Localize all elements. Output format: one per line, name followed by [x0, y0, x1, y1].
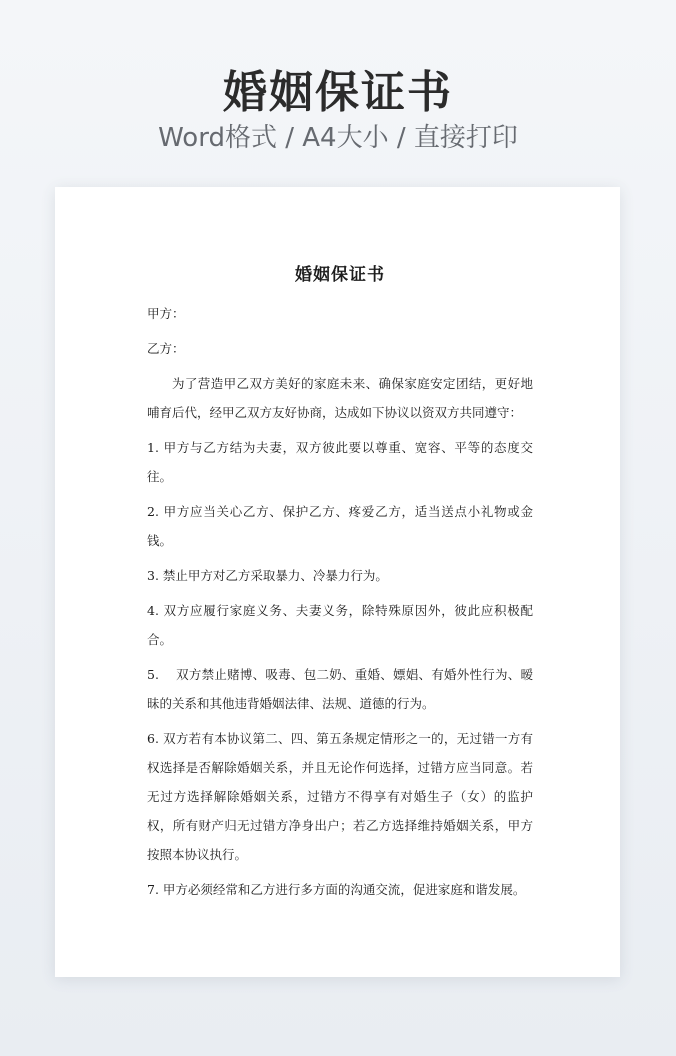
- clause-4: 4. 双方应履行家庭义务、夫妻义务，除特殊原因外，彼此应积极配合。: [147, 603, 533, 647]
- clause-3: 3. 禁止甲方对乙方采取暴力、冷暴力行为。: [147, 568, 388, 583]
- intro-paragraph: 为了营造甲乙双方美好的家庭未来、确保家庭安定团结，更好地哺育后代，经甲乙双方友好协商，达成如下协议以资双方共同遵守：: [147, 376, 533, 420]
- clause-1: 1. 甲方与乙方结为夫妻，双方彼此要以尊重、宽容、平等的态度交往。: [147, 440, 533, 484]
- clause-5: 5. 双方禁止赌博、吸毒、包二奶、重婚、嫖娼、有婚外性行为、暧昧的关系和其他违背婚姻法律、法规、道德的行为。: [147, 667, 533, 711]
- clause-6: 6. 双方若有本协议第二、四、第五条规定情形之一的，无过错一方有权选择是否解除婚姻关系，并且无论作何选择，过错方应当同意。若无过方选择解除婚姻关系，过错方不得享有对婚生子（女）的监护权，所有财产归无过错方净身出户；若乙方选择维持婚姻关系，甲方按照本协议执行。: [147, 731, 533, 862]
- banner-title: 婚姻保证书: [223, 67, 453, 118]
- party-a-line: 甲方：: [147, 306, 185, 321]
- clause-7: 7. 甲方必须经常和乙方进行多方面的沟通交流，促进家庭和谐发展。: [147, 882, 526, 897]
- banner-subtitle: Word格式 / A4大小 / 直接打印: [158, 123, 518, 153]
- party-b-line: 乙方：: [147, 341, 185, 356]
- document-title: 婚姻保证书: [295, 265, 385, 285]
- document-page: [55, 187, 620, 977]
- clause-2: 2. 甲方应当关心乙方、保护乙方、疼爱乙方，适当送点小礼物或金钱。: [147, 504, 533, 548]
- document-text: [147, 299, 533, 910]
